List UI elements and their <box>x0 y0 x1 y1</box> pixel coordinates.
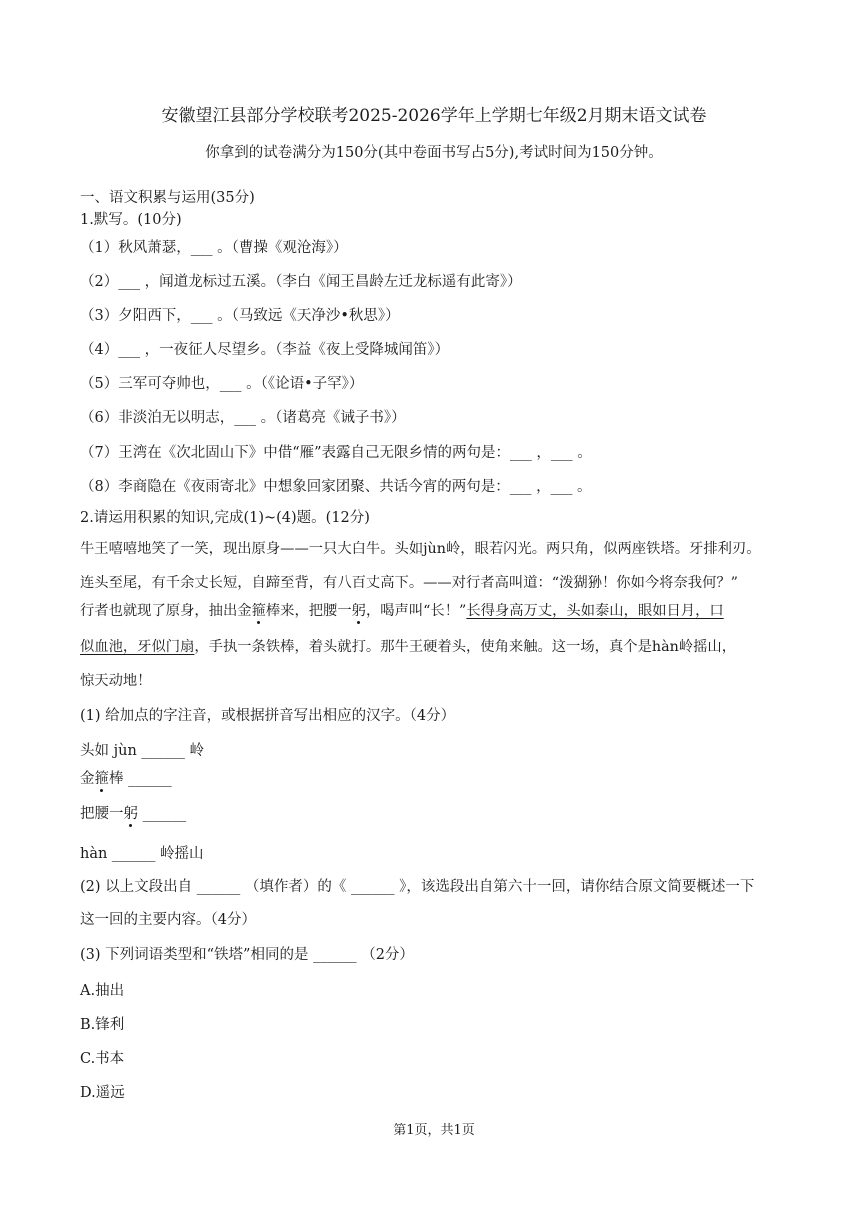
passage-text: ，喝声叫“长！” <box>365 603 467 619</box>
q1-item-3: （3）夕阳西下，___ 。（马致远《天净沙•秋思》） <box>80 308 400 324</box>
subquestion-1-item-b <box>80 769 172 789</box>
subquestion-1-item-c <box>80 804 186 824</box>
subquestion-1-item-a: 头如 jùn ______ 岭 <box>80 743 205 759</box>
subquestion-3-heading: (3) 下列词语类型和“铁塔”相同的是 ______ （2分） <box>80 947 414 963</box>
exam-subtitle: 你拿到的试卷满分为150分(其中卷面书写占5分),考试时间为150分钟。 <box>205 145 663 161</box>
dotted-character: 躬 <box>123 806 138 822</box>
dotted-character: 躬 <box>351 603 366 619</box>
option-a: A.抽出 <box>80 983 125 999</box>
q1-item-4: （4）___ ，一夜征人尽望乡。（李益《夜上受降城闻笛》） <box>80 342 450 358</box>
q1-item-2: （2）___ ，闻道龙标过五溪。（李白《闻王昌龄左迁龙标遥有此寄》） <box>80 274 522 290</box>
q1-item-5: （5）三军可夺帅也，___ 。（《论语•子罕》） <box>80 376 364 392</box>
item-text: ______ <box>138 806 187 822</box>
question-2-heading: 2.请运用积累的知识,完成(1)~(4)题。(12分) <box>80 510 370 526</box>
q1-item-8: （8）李商隐在《夜雨寄北》中想象回家团聚、共话今宵的两句是：___ ，___ 。 <box>80 479 592 495</box>
passage-line-4 <box>80 637 736 657</box>
q1-item-1: （1）秋风萧瑟，___ 。（曹操《观沧海》） <box>80 240 348 256</box>
subquestion-1-item-d: hàn ______ 岭摇山 <box>80 846 204 862</box>
exam-title: 安徽望江县部分学校联考2025-2026学年上学期七年级2月期末语文试卷 <box>161 106 707 126</box>
subquestion-2-line-1: (2) 以上文段出自 ______ （填作者）的《 ______ 》，该选段出自第六十一回，请你结合原文简要概述一下 <box>80 879 755 895</box>
item-text: 棒 ______ <box>109 771 172 787</box>
subquestion-2-line-2: 这一回的主要内容。（4分） <box>80 912 256 928</box>
page-footer: 第1页，共1页 <box>393 1123 475 1138</box>
q1-item-6: （6）非淡泊无以明志，___ 。（诸葛亮《诫子书》） <box>80 410 406 426</box>
dotted-character: 箍 <box>94 771 109 787</box>
q1-item-7: （7）王湾在《次北固山下》中借“雁”表露自己无限乡情的两句是：___ ，___ 。 <box>80 445 592 461</box>
option-b: B.锋利 <box>80 1017 125 1033</box>
passage-line-3 <box>80 601 724 621</box>
section-heading: 一、语文积累与运用(35分) <box>80 190 255 206</box>
passage-text: 棒来，把腰一 <box>265 603 352 619</box>
passage-text: 行者也就现了原身，抽出金 <box>80 603 252 619</box>
option-c: C.书本 <box>80 1051 125 1067</box>
dotted-character: 箍 <box>251 603 266 619</box>
passage-text: ，手执一条铁棒，着头就打。那牛王硬着头，使角来触。这一场，真个是hàn岭摇山， <box>194 639 736 655</box>
item-text: 把腰一 <box>80 806 124 822</box>
passage-line-2: 连头至尾，有千余丈长短，自蹄至背，有八百丈高下。——对行者高叫道：“泼猢狲！你如今将奈我何？” <box>80 575 738 591</box>
underlined-sentence: 似血池，牙似门扇 <box>80 639 195 655</box>
passage-line-5: 惊天动地！ <box>80 673 152 689</box>
item-text: 金 <box>80 771 95 787</box>
underlined-sentence: 长得身高万丈，头如泰山，眼如日月，口 <box>466 603 724 619</box>
option-d: D.遥远 <box>80 1085 125 1101</box>
question-1-heading: 1.默写。(10分) <box>80 212 182 228</box>
passage-line-1: 牛王嘻嘻地笑了一笑，现出原身——一只大白牛。头如jùn岭，眼若闪光。两只角，似两座铁塔。牙排利刃。 <box>80 541 761 557</box>
subquestion-1-heading: (1) 给加点的字注音，或根据拼音写出相应的汉字。（4分） <box>80 708 456 724</box>
